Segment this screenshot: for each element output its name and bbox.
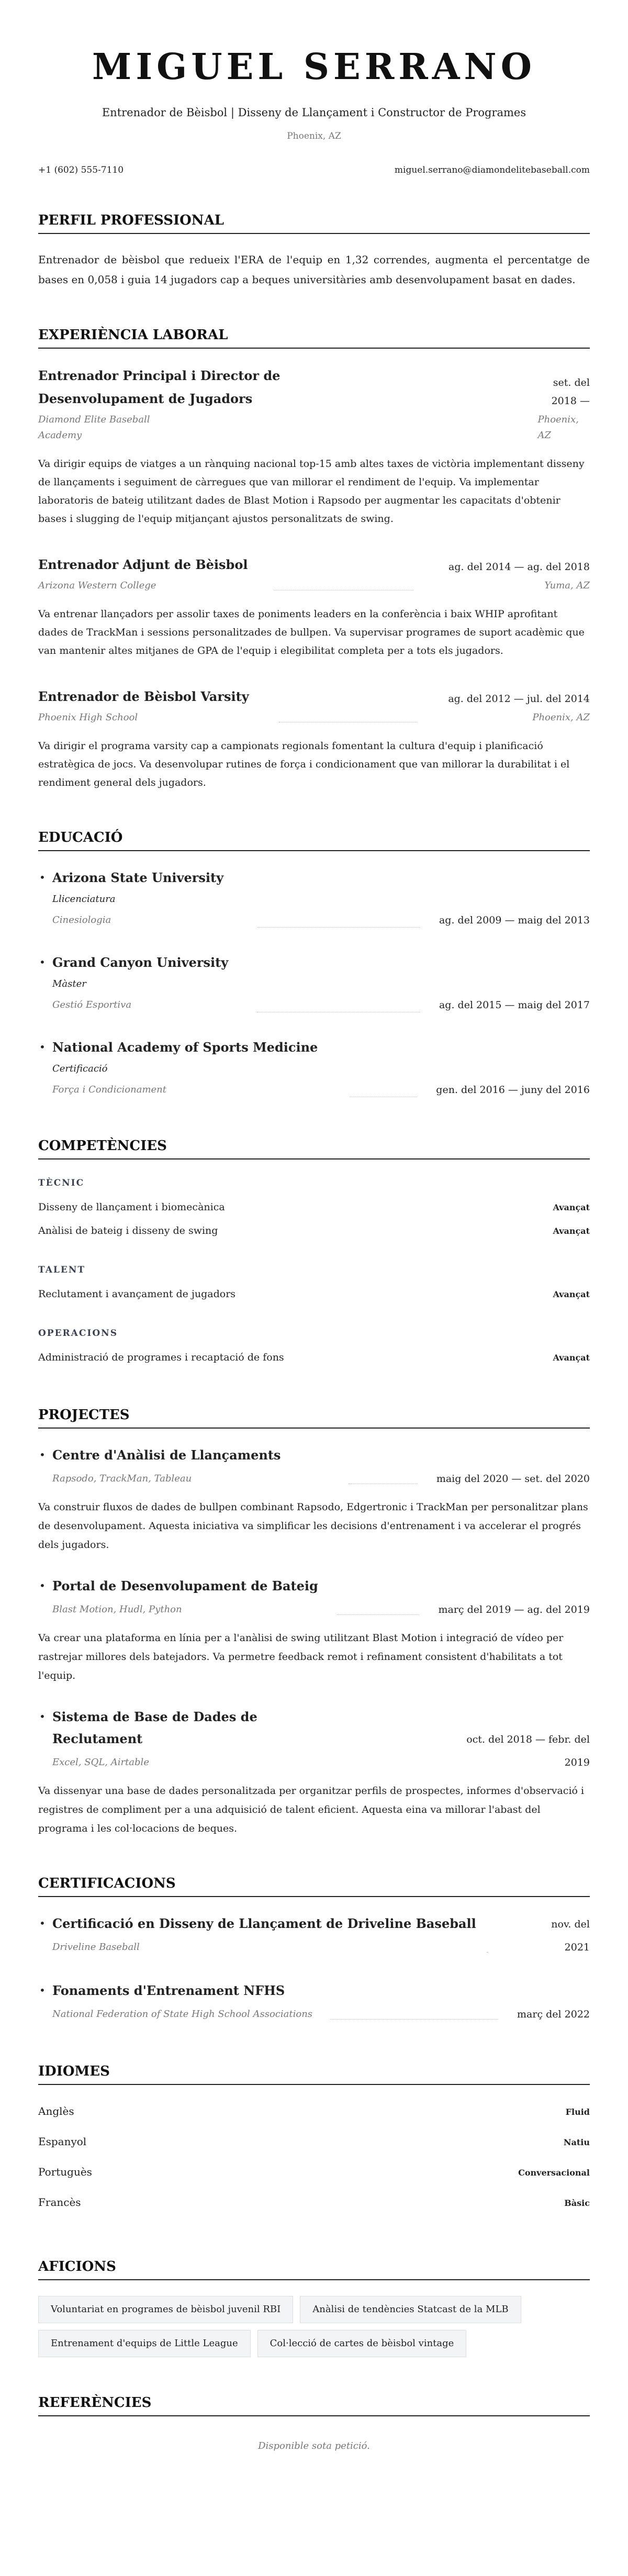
references-note: Disponible sota petició.: [258, 2440, 370, 2451]
language-row: [38, 2188, 590, 2218]
skill-group: [38, 1262, 590, 1306]
project-dates: oct. del 2018 — febr. del 2019: [466, 1734, 590, 1768]
bullet-icon: •: [39, 1710, 46, 1723]
candidate-location: Phoenix, AZ: [287, 131, 341, 141]
hobby-tags: [38, 2296, 590, 2357]
section-title: AFICIONS: [38, 2258, 590, 2280]
education-dates: ag. del 2009 — maig del 2013: [439, 915, 590, 926]
skill-level: Avançat: [553, 1202, 590, 1212]
references-section: [38, 2394, 590, 2454]
section-title: PROJECTES: [38, 1406, 590, 1429]
job-entry: [38, 685, 590, 792]
skill-level: Avançat: [553, 1289, 590, 1299]
degree: Certificació: [52, 1063, 108, 1074]
summary-text: Entrenador de bèisbol que redueix l'ERA de l'equip en 1,32 correndes, augmenta el percentatge de bases en 0,058 i guia 14 jugadors cap a beques universitàries amb desenvolupament basat en dades.: [38, 253, 590, 286]
dotted-leader: [350, 1096, 417, 1097]
language-level: Fluid: [565, 2107, 590, 2117]
language-name: Francès: [38, 2196, 81, 2209]
certification-date: març del 2022: [517, 2009, 590, 2020]
skill-name: Administració de programes i recaptació de fons: [38, 1352, 284, 1363]
language-name: Portuguès: [38, 2166, 92, 2178]
language-level: Conversacional: [518, 2168, 590, 2178]
language-row: [38, 2127, 590, 2157]
job-description: Va dirigir el programa varsity cap a campionats regionals fomentant la cultura d'equip i planificació estratègica de jocs. Va desenvolupar rutines de força i condicionament que van millorar la durabilitat i el rendiment general dels jugadors.: [38, 740, 570, 788]
education-entry: [38, 867, 590, 931]
dotted-leader: [257, 927, 420, 928]
field-of-study: Gestió Esportiva: [52, 999, 132, 1010]
skill-group: [38, 1325, 590, 1369]
job-location: Yuma, AZ: [544, 580, 590, 591]
job-title: Entrenador Principal i Director de Desenvolupament de Jugadors: [38, 368, 281, 406]
dotted-leader: [337, 1614, 420, 1615]
certification-title: Certificació en Disseny de Llançament de Driveline Baseball: [52, 1916, 476, 1931]
section-title: EDUCACIÓ: [38, 829, 590, 851]
certification-entry: [38, 1980, 590, 2026]
section-title: COMPETÈNCIES: [38, 1137, 590, 1159]
languages-section: [38, 2062, 590, 2218]
job-title: Entrenador Adjunt de Bèisbol: [38, 557, 248, 572]
project-tech: Blast Motion, Hudl, Python: [52, 1604, 182, 1615]
skill-row: [38, 1346, 590, 1369]
skill-row: [38, 1283, 590, 1306]
skill-name: Anàlisi de bateig i disseny de swing: [38, 1225, 218, 1236]
section-title: EXPERIÈNCIA LABORAL: [38, 326, 590, 349]
education-entry: [38, 952, 590, 1016]
contact-row: [38, 163, 590, 177]
job-dates: set. del 2018 —: [551, 377, 590, 407]
bullet-icon: •: [39, 1579, 46, 1592]
language-name: Anglès: [38, 2105, 74, 2117]
bullet-icon: •: [39, 1041, 46, 1053]
certification-entry: [38, 1913, 590, 1959]
skill-level: Avançat: [553, 1226, 590, 1236]
language-level: Natiu: [563, 2137, 590, 2147]
candidate-headline: Entrenador de Bèisbol | Disseny de Llançament i Constructor de Programes: [102, 106, 526, 119]
certification-issuer: Driveline Baseball: [52, 1942, 140, 1953]
section-title: IDIOMES: [38, 2062, 590, 2085]
experience-section: [38, 326, 590, 792]
email-link[interactable]: miguel.serrano@diamondelitebaseball.com: [394, 165, 590, 175]
education-dates: ag. del 2015 — maig del 2017: [439, 999, 590, 1011]
bullet-icon: •: [39, 1917, 46, 1930]
job-location: Phoenix, AZ: [537, 414, 579, 441]
summary-section: [38, 211, 590, 289]
skill-category: OPERACIONS: [38, 1328, 118, 1339]
project-tech: Rapsodo, TrackMan, Tableau: [52, 1473, 192, 1484]
job-location: Phoenix, AZ: [532, 712, 590, 723]
dotted-leader: [349, 1483, 417, 1484]
section-title: PERFIL PROFESSIONAL: [38, 211, 590, 234]
skill-category: TÈCNIC: [38, 1178, 85, 1188]
job-entry: [38, 364, 590, 528]
skill-name: Disseny de llançament i biomecànica: [38, 1201, 225, 1213]
hobby-tag: Voluntariat en programes de bèisbol juvenil RBI: [38, 2296, 293, 2323]
candidate-name: MIGUEL SERRANO: [92, 46, 536, 88]
job-company: Arizona Western College: [38, 580, 156, 591]
language-row: [38, 2097, 590, 2127]
skill-category: TALENT: [38, 1265, 86, 1275]
language-level: Bàsic: [564, 2198, 590, 2208]
hobby-tag: Entrenament d'equips de Little League: [38, 2330, 251, 2357]
project-dates: març del 2019 — ag. del 2019: [438, 1604, 590, 1615]
job-description: Va dirigir equips de viatges a un rànquing nacional top-15 amb altes taxes de victòria implementant disseny de llançaments i seguiment de càrregues que van millorar el rendiment de l'equip. Va implementar laboratoris de bateig utilitzant dades de Blast Motion i Rapsodo per augmentar les capacitats d'obtenir bases i slugging de l'equip mitjançant ajustos personalitzats de swing.: [38, 458, 585, 525]
degree: Llicenciatura: [52, 894, 116, 905]
school-name: National Academy of Sports Medicine: [52, 1040, 318, 1055]
hobby-tag: Anàlisi de tendències Statcast de la MLB: [300, 2296, 521, 2323]
school-name: Arizona State University: [52, 870, 224, 885]
education-entry: [38, 1036, 590, 1100]
dotted-leader: [279, 721, 417, 722]
job-company: Diamond Elite Baseball Academy: [38, 414, 150, 441]
project-title: Sistema de Base de Dades de Reclutament: [52, 1709, 257, 1746]
project-title: Portal de Desenvolupament de Bateig: [52, 1578, 318, 1593]
projects-section: [38, 1406, 590, 1838]
bullet-icon: •: [39, 871, 46, 884]
skills-section: [38, 1137, 590, 1369]
project-entry: [38, 1575, 590, 1685]
project-entry: [38, 1444, 590, 1554]
degree: Màster: [52, 978, 86, 989]
dotted-leader: [330, 2019, 498, 2020]
job-title: Entrenador de Bèisbol Varsity: [38, 689, 249, 704]
certifications-section: [38, 1875, 590, 2026]
skill-row: [38, 1196, 590, 1219]
project-title: Centre d'Anàlisi de Llançaments: [52, 1447, 281, 1463]
hobby-tag: Col·lecció de cartes de bèisbol vintage: [257, 2330, 467, 2357]
phone-number[interactable]: +1 (602) 555-7110: [38, 165, 124, 175]
school-name: Grand Canyon University: [52, 955, 229, 970]
project-entry: [38, 1706, 590, 1838]
skill-row: [38, 1219, 590, 1243]
project-tech: Excel, SQL, Airtable: [52, 1757, 149, 1768]
job-description: Va entrenar llançadors per assolir taxes de poniments leaders en la conferència i baix WHIP aprofitant dades de TrackMan i sessions personalitzades de bullpen. Va supervisar programes de suport acadèmic que van mantenir altes mitjanes de GPA de l'equip i elegibilitat completa per a tots els jugadors.: [38, 608, 585, 656]
project-description: Va crear una plataforma en línia per a l'anàlisi de swing utilitzant Blast Motion i integració de vídeo per rastrejar millores dels batejadors. Va permetre feedback remot i refinament consistent d'habilitats a tot l'equip.: [38, 1632, 564, 1681]
hobbies-section: [38, 2258, 590, 2357]
project-dates: maig del 2020 — set. del 2020: [436, 1473, 590, 1485]
job-dates: ag. del 2014 — ag. del 2018: [448, 561, 590, 573]
resume-header: [38, 46, 590, 177]
dotted-leader: [274, 589, 413, 590]
skill-group: [38, 1175, 590, 1243]
bullet-icon: •: [39, 956, 46, 968]
job-entry: [38, 553, 590, 660]
certification-issuer: National Federation of State High School Associations: [52, 2009, 313, 2020]
bullet-icon: •: [39, 1984, 46, 1997]
field-of-study: Cinesiologia: [52, 915, 111, 925]
project-description: Va dissenyar una base de dades personalitzada per organitzar perfils de prospectes, informes d'observació i registres de compliment per a una adquisició de talent eficient. Aquesta eina va millorar l'abast del programa i les col·locacions de beques.: [38, 1785, 585, 1834]
field-of-study: Força i Condicionament: [52, 1084, 166, 1095]
skill-level: Avançat: [553, 1353, 590, 1363]
language-row: [38, 2157, 590, 2188]
project-description: Va construir fluxos de dades de bullpen combinant Rapsodo, Edgertronic i TrackMan per personalitzar plans de desenvolupament. Aquesta iniciativa va simplificar les decisions d'entrenament i va accelerar el progrés dels jugadors.: [38, 1501, 588, 1551]
section-title: CERTIFICACIONS: [38, 1875, 590, 1897]
bullet-icon: •: [39, 1448, 46, 1461]
dotted-leader: [257, 1011, 420, 1012]
language-name: Espanyol: [38, 2135, 87, 2148]
skill-name: Reclutament i avançament de jugadors: [38, 1288, 236, 1300]
job-dates: ag. del 2012 — jul. del 2014: [448, 693, 590, 705]
education-dates: gen. del 2016 — juny del 2016: [436, 1084, 590, 1096]
education-section: [38, 829, 590, 1100]
certification-date: nov. del 2021: [551, 1919, 590, 1953]
dotted-leader: [487, 1951, 488, 1953]
certification-title: Fonaments d'Entrenament NFHS: [52, 1983, 285, 1998]
job-company: Phoenix High School: [38, 712, 138, 723]
section-title: REFERÈNCIES: [38, 2394, 590, 2416]
